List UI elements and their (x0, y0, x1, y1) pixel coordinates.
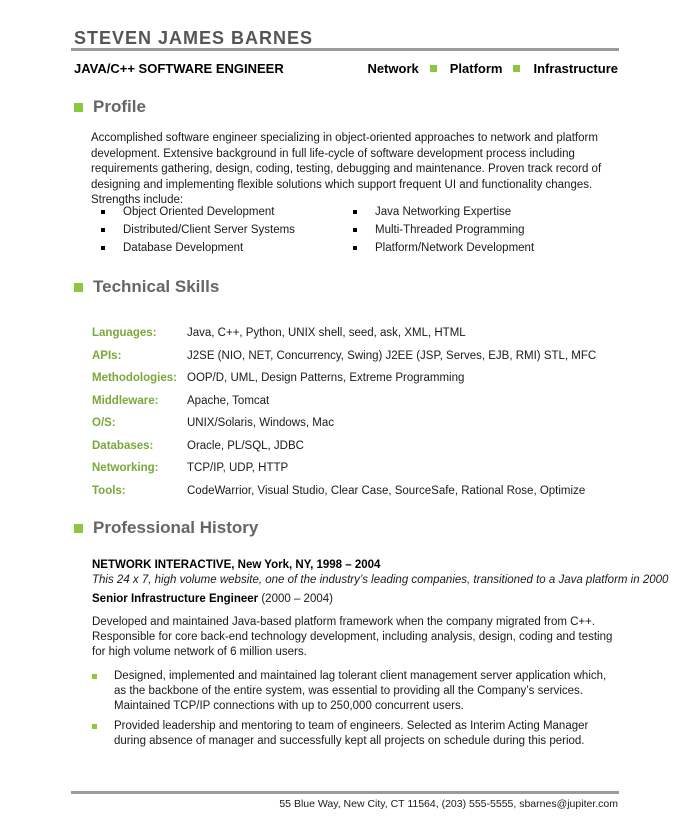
achievements-list (92, 669, 618, 754)
bullet-icon (353, 210, 357, 214)
history-heading (74, 518, 258, 538)
tag-separator-icon (430, 65, 437, 72)
skill-row (92, 435, 596, 458)
bullet-icon (353, 228, 357, 232)
strength-item: Platform/Network Development (375, 242, 535, 254)
bullet-icon (101, 210, 105, 214)
section-square-icon (74, 283, 83, 292)
skills-heading (74, 277, 219, 297)
skills-table (92, 322, 596, 502)
contact-footer: 55 Blue Way, New City, CT 11564, (203) 555-5555, sbarnes@jupiter.com (279, 798, 618, 810)
list-item (101, 203, 295, 221)
skill-label: Middleware: (92, 394, 159, 407)
bullet-icon (92, 724, 97, 729)
profile-title: Profile (93, 97, 146, 116)
achievement-text: Provided leadership and mentoring to team of engineers. Selected as Interim Acting Manager during absence of manager and successfully kept all projects on schedule during this period. (114, 720, 589, 747)
achievement-text: Designed, implemented and maintained lag tolerant client management server application which, as the backbone of the entire system, was essential to providing all the Company’s services. Maintained TCP/IP connections with up to 250,000 concurrent users. (114, 670, 607, 712)
skill-row (92, 412, 596, 435)
skill-row (92, 457, 596, 480)
profile-summary: Accomplished software engineer specializing in object-oriented approaches to network and platform development. Extensive background in full life-cycle of software development process including requirements gathering, design, coding, testing, debugging and maintenance. Proven track record of designing and implementing flexible solutions which support frequent UI and functionality changes. Strengths include: (91, 132, 602, 206)
strength-item: Object Oriented Development (123, 206, 275, 218)
skill-row (92, 367, 596, 390)
tag-separator-icon (513, 65, 520, 72)
skill-value: CodeWarrior, Visual Studio, Clear Case, SourceSafe, Rational Rose, Optimize (187, 484, 586, 497)
section-square-icon (74, 524, 83, 533)
section-square-icon (74, 103, 83, 112)
strength-item: Distributed/Client Server Systems (123, 224, 295, 236)
list-item (101, 221, 295, 239)
skill-label: Methodologies: (92, 372, 177, 385)
list-item (92, 719, 618, 749)
strength-item: Database Development (123, 242, 244, 254)
skill-value: Oracle, PL/SQL, JDBC (187, 439, 304, 452)
skills-title: Technical Skills (93, 277, 220, 296)
list-item (101, 239, 295, 257)
role-summary: Developed and maintained Java-based platform framework when the company migrated from C++. Responsible for core back-end technology development, including analysis, design, coding and testing for high volume network of 6 million users. (92, 616, 613, 658)
tag-platform: Platform (449, 61, 503, 76)
role-line (92, 593, 333, 605)
list-item (353, 221, 534, 239)
tag-network: Network (367, 61, 419, 76)
role-dates: (2000 – 2004) (258, 593, 333, 605)
skill-row (92, 480, 596, 503)
strength-item: Java Networking Expertise (375, 206, 512, 218)
top-rule (71, 48, 619, 51)
skill-label: Tools: (92, 484, 126, 497)
skill-value: J2SE (NIO, NET, Concurrency, Swing) J2EE (JSP, Serves, EJB, RMI) STL, MFC (187, 349, 597, 362)
bullet-icon (353, 246, 357, 250)
title-line (74, 61, 618, 77)
specialty-tags (367, 61, 618, 76)
bottom-rule (71, 791, 619, 794)
company-description: This 24 x 7, high volume website, one of the industry’s leading companies, transitioned to a Java platform in 2000 (92, 574, 669, 586)
strengths-right-list (353, 203, 534, 257)
job-title: JAVA/C++ SOFTWARE ENGINEER (74, 61, 284, 76)
skill-value: OOP/D, UML, Design Patterns, Extreme Programming (187, 372, 465, 385)
skill-row (92, 322, 596, 345)
list-item (92, 669, 618, 714)
skill-label: O/S: (92, 417, 116, 430)
skill-value: Apache, Tomcat (187, 394, 270, 407)
list-item (353, 239, 534, 257)
list-item (353, 203, 534, 221)
bullet-icon (101, 246, 105, 250)
skill-value: Java, C++, Python, UNIX shell, seed, ask, XML, HTML (187, 327, 466, 340)
skill-row (92, 390, 596, 413)
strengths-left-list (101, 203, 295, 257)
strength-item: Multi-Threaded Programming (375, 224, 525, 236)
company-name: NETWORK INTERACTIVE, New York, NY, 1998 – 2004 (92, 559, 381, 571)
skill-label: Languages: (92, 327, 157, 340)
history-title: Professional History (93, 518, 259, 537)
tag-infrastructure: Infrastructure (533, 61, 618, 76)
profile-heading (74, 97, 146, 117)
bullet-icon (101, 228, 105, 232)
skill-label: Networking: (92, 462, 159, 475)
bullet-icon (92, 674, 97, 679)
skill-value: TCP/IP, UDP, HTTP (187, 462, 289, 475)
skill-label: APIs: (92, 349, 122, 362)
candidate-name: STEVEN JAMES BARNES (74, 28, 314, 48)
skill-value: UNIX/Solaris, Windows, Mac (187, 417, 334, 430)
role-title: Senior Infrastructure Engineer (92, 593, 259, 605)
skill-label: Databases: (92, 439, 154, 452)
skill-row (92, 345, 596, 368)
